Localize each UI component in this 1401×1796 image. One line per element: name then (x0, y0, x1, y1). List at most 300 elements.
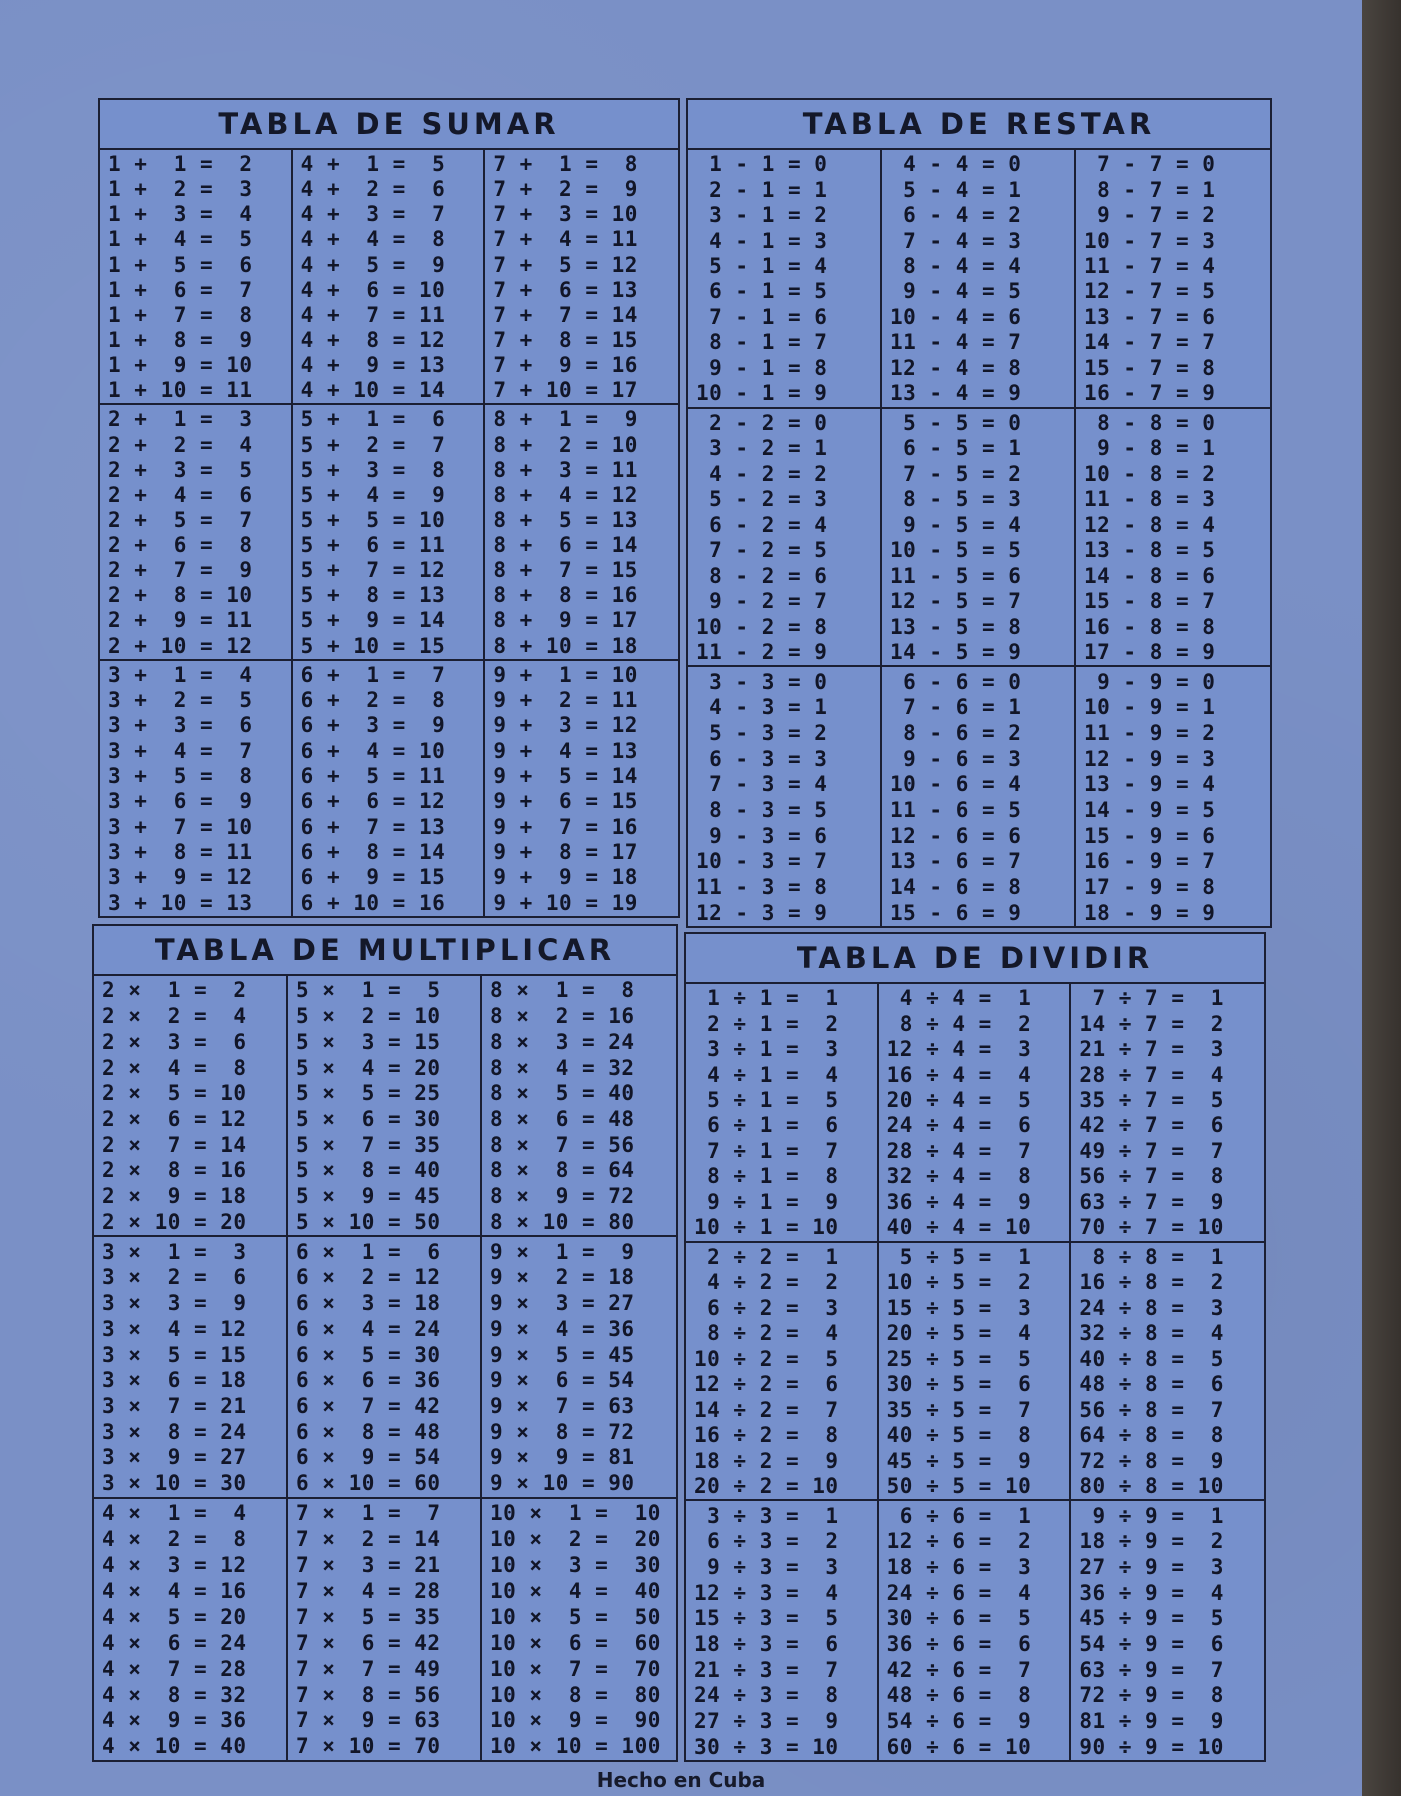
equation-row: 8 × 6 = 48 (490, 1106, 635, 1131)
equation-row: 4 × 7 = 28 (102, 1656, 247, 1681)
tabla-multiplicar-block (94, 976, 288, 1237)
equation-row: 12 - 3 = 9 (696, 900, 828, 925)
equation-row: 11 - 8 = 3 (1084, 487, 1216, 512)
equation-row: 6 - 3 = 3 (696, 746, 828, 771)
equation-row: 12 - 8 = 4 (1084, 512, 1216, 537)
tabla-restar-block (882, 409, 1076, 668)
equation-row: 12 ÷ 3 = 4 (694, 1580, 839, 1605)
equation-row: 10 × 8 = 80 (490, 1682, 661, 1707)
equation-row: 9 × 2 = 18 (490, 1265, 635, 1290)
equation-row: 17 - 9 = 8 (1084, 874, 1216, 899)
equation-row: 3 + 8 = 11 (108, 840, 253, 865)
equation-row: 6 - 2 = 4 (696, 512, 828, 537)
equation-row: 24 ÷ 8 = 3 (1079, 1295, 1224, 1320)
equation-row: 21 ÷ 3 = 7 (694, 1657, 839, 1682)
equation-row: 8 × 8 = 64 (490, 1158, 635, 1183)
equation-row: 7 × 6 = 42 (296, 1630, 441, 1655)
equation-row: 9 + 3 = 12 (493, 713, 638, 738)
equation-row: 2 - 2 = 0 (696, 410, 828, 435)
equation-row: 6 - 6 = 0 (890, 669, 1022, 694)
equation-row: 7 + 10 = 17 (493, 378, 638, 403)
equation-row: 5 × 5 = 25 (296, 1081, 441, 1106)
equation-row: 10 × 9 = 90 (490, 1708, 661, 1733)
equation-row: 10 - 8 = 2 (1084, 461, 1216, 486)
equation-row: 5 + 10 = 15 (300, 633, 446, 658)
tabla-multiplicar-block (94, 1237, 288, 1498)
equation-row: 3 × 10 = 30 (102, 1471, 247, 1496)
equation-row: 72 ÷ 8 = 9 (1079, 1448, 1224, 1473)
tabla-sumar-block (293, 661, 486, 916)
equation-row: 7 - 4 = 3 (890, 228, 1022, 253)
equation-row: 1 + 7 = 8 (108, 302, 253, 327)
equation-row: 9 ÷ 9 = 1 (1079, 1503, 1224, 1528)
tabla-multiplicar (92, 924, 678, 1762)
equation-row: 6 × 1 = 6 (296, 1239, 441, 1264)
equation-row: 7 × 5 = 35 (296, 1604, 441, 1629)
tabla-sumar-title: TABLA DE SUMAR (100, 100, 678, 150)
tabla-dividir-block (1071, 1243, 1264, 1502)
equation-row: 9 × 6 = 54 (490, 1368, 635, 1393)
equation-row: 24 ÷ 6 = 4 (886, 1580, 1032, 1605)
equation-row: 10 - 5 = 5 (890, 538, 1022, 563)
equation-row: 4 × 10 = 40 (102, 1734, 247, 1759)
equation-row: 8 + 2 = 10 (493, 432, 638, 457)
equation-row: 56 ÷ 7 = 8 (1079, 1164, 1224, 1189)
equation-row: 7 + 1 = 8 (493, 152, 638, 177)
equation-row: 7 + 9 = 16 (493, 353, 638, 378)
equation-row: 10 - 1 = 9 (696, 381, 828, 406)
equation-row: 8 × 1 = 8 (490, 978, 635, 1003)
equation-row: 4 + 1 = 5 (300, 152, 446, 177)
equation-row: 2 + 6 = 8 (108, 533, 253, 558)
equation-row: 7 + 7 = 14 (493, 302, 638, 327)
equation-row: 9 - 9 = 0 (1084, 669, 1216, 694)
equation-row: 9 - 2 = 7 (696, 589, 828, 614)
equation-row: 10 - 7 = 3 (1084, 228, 1216, 253)
equation-row: 5 + 8 = 13 (300, 583, 446, 608)
equation-row: 8 ÷ 1 = 8 (694, 1164, 839, 1189)
equation-row: 7 + 4 = 11 (493, 227, 638, 252)
equation-row: 1 ÷ 1 = 1 (694, 986, 839, 1011)
equation-row: 11 - 3 = 8 (696, 874, 828, 899)
equation-row: 3 + 3 = 6 (108, 713, 253, 738)
equation-row: 5 + 2 = 7 (300, 432, 446, 457)
equation-row: 14 - 7 = 7 (1084, 330, 1216, 355)
equation-row: 18 ÷ 6 = 3 (886, 1554, 1032, 1579)
equation-row: 9 × 8 = 72 (490, 1419, 635, 1444)
equation-row: 5 ÷ 1 = 5 (694, 1088, 839, 1113)
equation-row: 4 + 2 = 6 (300, 177, 446, 202)
equation-row: 3 × 9 = 27 (102, 1445, 247, 1470)
equation-row: 12 - 6 = 6 (890, 823, 1022, 848)
equation-row: 3 ÷ 3 = 1 (694, 1503, 839, 1528)
tabla-restar (686, 98, 1272, 928)
equation-row: 5 × 6 = 30 (296, 1106, 441, 1131)
equation-row: 24 ÷ 3 = 8 (694, 1683, 839, 1708)
equation-row: 15 - 7 = 8 (1084, 355, 1216, 380)
equation-row: 3 × 1 = 3 (102, 1239, 247, 1264)
equation-row: 63 ÷ 7 = 9 (1079, 1189, 1224, 1214)
equation-row: 5 + 9 = 14 (300, 608, 446, 633)
equation-row: 1 + 3 = 4 (108, 202, 253, 227)
equation-row: 7 - 2 = 5 (696, 538, 828, 563)
equation-row: 20 ÷ 2 = 10 (694, 1473, 839, 1498)
equation-row: 4 - 3 = 1 (696, 695, 828, 720)
tabla-restar-block (688, 409, 882, 668)
equation-row: 12 - 7 = 5 (1084, 279, 1216, 304)
equation-row: 40 ÷ 4 = 10 (886, 1215, 1032, 1240)
equation-row: 6 × 5 = 30 (296, 1342, 441, 1367)
tabla-dividir-block (686, 1243, 879, 1502)
equation-row: 9 + 8 = 17 (493, 840, 638, 865)
equation-row: 10 ÷ 5 = 2 (886, 1270, 1032, 1295)
equation-row: 10 × 2 = 20 (490, 1527, 661, 1552)
tabla-multiplicar-block (288, 1237, 482, 1498)
equation-row: 6 ÷ 1 = 6 (694, 1113, 839, 1138)
equation-row: 6 × 3 = 18 (296, 1291, 441, 1316)
equation-row: 7 - 3 = 4 (696, 772, 828, 797)
equation-row: 6 ÷ 6 = 1 (886, 1503, 1032, 1528)
equation-row: 12 - 9 = 3 (1084, 746, 1216, 771)
equation-row: 10 × 10 = 100 (490, 1734, 661, 1759)
equation-row: 7 × 9 = 63 (296, 1708, 441, 1733)
equation-row: 9 ÷ 1 = 9 (694, 1189, 839, 1214)
equation-row: 56 ÷ 8 = 7 (1079, 1397, 1224, 1422)
equation-row: 3 + 7 = 10 (108, 814, 253, 839)
equation-row: 9 × 3 = 27 (490, 1291, 635, 1316)
equation-row: 5 × 7 = 35 (296, 1132, 441, 1157)
equation-row: 6 × 4 = 24 (296, 1316, 441, 1341)
equation-row: 8 + 5 = 13 (493, 507, 638, 532)
equation-row: 4 + 9 = 13 (300, 353, 446, 378)
equation-row: 9 × 4 = 36 (490, 1316, 635, 1341)
equation-row: 9 - 8 = 1 (1084, 436, 1216, 461)
equation-row: 7 × 7 = 49 (296, 1656, 441, 1681)
equation-row: 17 - 8 = 9 (1084, 639, 1216, 664)
equation-row: 24 ÷ 4 = 6 (886, 1113, 1032, 1138)
equation-row: 10 ÷ 1 = 10 (694, 1215, 839, 1240)
tabla-sumar-block (293, 150, 486, 405)
equation-row: 2 × 1 = 2 (102, 978, 247, 1003)
equation-row: 6 + 4 = 10 (300, 738, 446, 763)
equation-row: 3 × 2 = 6 (102, 1265, 247, 1290)
equation-row: 9 × 10 = 90 (490, 1471, 635, 1496)
equation-row: 5 + 1 = 6 (300, 407, 446, 432)
equation-row: 7 × 3 = 21 (296, 1552, 441, 1577)
equation-row: 5 × 2 = 10 (296, 1004, 441, 1029)
equation-row: 1 + 2 = 3 (108, 177, 253, 202)
equation-row: 15 - 6 = 9 (890, 900, 1022, 925)
equation-row: 10 × 6 = 60 (490, 1630, 661, 1655)
equation-row: 4 + 10 = 14 (300, 378, 446, 403)
equation-row: 8 - 6 = 2 (890, 720, 1022, 745)
equation-row: 2 × 9 = 18 (102, 1184, 247, 1209)
equation-row: 6 + 6 = 12 (300, 789, 446, 814)
equation-row: 8 - 1 = 7 (696, 330, 828, 355)
equation-row: 36 ÷ 4 = 9 (886, 1189, 1032, 1214)
equation-row: 3 + 9 = 12 (108, 865, 253, 890)
tabla-sumar-block (485, 405, 678, 660)
equation-row: 2 × 2 = 4 (102, 1004, 247, 1029)
equation-row: 6 ÷ 2 = 3 (694, 1295, 839, 1320)
equation-row: 6 × 2 = 12 (296, 1265, 441, 1290)
equation-row: 4 × 3 = 12 (102, 1552, 247, 1577)
equation-row: 6 + 2 = 8 (300, 688, 446, 713)
equation-row: 3 × 5 = 15 (102, 1342, 247, 1367)
equation-row: 3 × 4 = 12 (102, 1316, 247, 1341)
equation-row: 30 ÷ 6 = 5 (886, 1606, 1032, 1631)
equation-row: 4 + 5 = 9 (300, 252, 446, 277)
equation-row: 4 - 1 = 3 (696, 228, 828, 253)
equation-row: 4 × 8 = 32 (102, 1682, 247, 1707)
equation-row: 6 + 10 = 16 (300, 890, 446, 915)
tabla-dividir-block (686, 984, 879, 1243)
equation-row: 2 × 8 = 16 (102, 1158, 247, 1183)
equation-row: 30 ÷ 3 = 10 (694, 1734, 839, 1759)
tabla-sumar-block (100, 150, 293, 405)
equation-row: 1 + 5 = 6 (108, 252, 253, 277)
equation-row: 54 ÷ 6 = 9 (886, 1708, 1032, 1733)
equation-row: 35 ÷ 7 = 5 (1079, 1088, 1224, 1113)
equation-row: 1 + 8 = 9 (108, 327, 253, 352)
equation-row: 2 + 2 = 4 (108, 432, 253, 457)
equation-row: 12 ÷ 6 = 2 (886, 1529, 1032, 1554)
equation-row: 5 + 6 = 11 (300, 533, 446, 558)
equation-row: 4 + 8 = 12 (300, 327, 446, 352)
equation-row: 15 - 9 = 6 (1084, 823, 1216, 848)
equation-row: 60 ÷ 6 = 10 (886, 1734, 1032, 1759)
tabla-dividir-block (879, 984, 1072, 1243)
equation-row: 8 - 2 = 6 (696, 563, 828, 588)
equation-row: 30 ÷ 5 = 6 (886, 1372, 1032, 1397)
equation-row: 1 + 4 = 5 (108, 227, 253, 252)
equation-row: 4 × 9 = 36 (102, 1708, 247, 1733)
equation-row: 7 ÷ 1 = 7 (694, 1138, 839, 1163)
equation-row: 14 - 5 = 9 (890, 639, 1022, 664)
equation-row: 2 + 4 = 6 (108, 482, 253, 507)
equation-row: 8 + 10 = 18 (493, 633, 638, 658)
equation-row: 8 × 3 = 24 (490, 1029, 635, 1054)
equation-row: 1 + 6 = 7 (108, 277, 253, 302)
equation-row: 9 + 1 = 10 (493, 662, 638, 687)
equation-row: 2 ÷ 2 = 1 (694, 1244, 839, 1269)
tabla-multiplicar-title: TABLA DE MULTIPLICAR (94, 926, 676, 976)
equation-row: 13 - 9 = 4 (1084, 772, 1216, 797)
equation-row: 7 × 1 = 7 (296, 1501, 441, 1526)
equation-row: 32 ÷ 4 = 8 (886, 1164, 1032, 1189)
equation-row: 7 + 8 = 15 (493, 327, 638, 352)
equation-row: 8 ÷ 4 = 2 (886, 1011, 1032, 1036)
equation-row: 11 - 4 = 7 (890, 330, 1022, 355)
equation-row: 12 ÷ 2 = 6 (694, 1372, 839, 1397)
equation-row: 28 ÷ 4 = 7 (886, 1138, 1032, 1163)
equation-row: 9 × 1 = 9 (490, 1239, 635, 1264)
equation-row: 5 - 2 = 3 (696, 487, 828, 512)
equation-row: 4 × 5 = 20 (102, 1604, 247, 1629)
equation-row: 2 × 5 = 10 (102, 1081, 247, 1106)
equation-row: 28 ÷ 7 = 4 (1079, 1062, 1224, 1087)
equation-row: 9 + 10 = 19 (493, 890, 638, 915)
equation-row: 4 × 4 = 16 (102, 1578, 247, 1603)
equation-row: 5 ÷ 5 = 1 (886, 1244, 1032, 1269)
tabla-sumar-block (100, 661, 293, 916)
equation-row: 3 × 7 = 21 (102, 1394, 247, 1418)
equation-row: 42 ÷ 7 = 6 (1079, 1113, 1224, 1138)
tabla-dividir-block (879, 1501, 1072, 1760)
equation-row: 10 - 9 = 1 (1084, 695, 1216, 720)
tabla-restar-block (1076, 667, 1270, 926)
tabla-sumar-block (485, 661, 678, 916)
tabla-multiplicar-block (482, 1237, 676, 1498)
tabla-dividir-block (686, 1501, 879, 1760)
equation-row: 9 × 5 = 45 (490, 1342, 635, 1367)
equation-row: 2 + 7 = 9 (108, 558, 253, 583)
equation-row: 70 ÷ 7 = 10 (1079, 1215, 1224, 1240)
tabla-dividir-block (1071, 984, 1264, 1243)
equation-row: 15 ÷ 3 = 5 (694, 1606, 839, 1631)
equation-row: 8 - 5 = 3 (890, 487, 1022, 512)
equation-row: 6 × 9 = 54 (296, 1445, 441, 1470)
equation-row: 3 + 5 = 8 (108, 764, 253, 789)
footer-made-in: Hecho en Cuba (596, 1768, 766, 1792)
equation-row: 50 ÷ 5 = 10 (886, 1473, 1032, 1498)
equation-row: 5 + 5 = 10 (300, 507, 446, 532)
equation-row: 7 × 10 = 70 (296, 1734, 441, 1759)
equation-row: 3 × 6 = 18 (102, 1368, 247, 1393)
equation-row: 9 - 5 = 4 (890, 512, 1022, 537)
equation-row: 8 × 5 = 40 (490, 1081, 635, 1106)
equation-row: 6 ÷ 3 = 2 (694, 1529, 839, 1554)
equation-row: 3 - 1 = 2 (696, 203, 828, 228)
equation-row: 4 + 6 = 10 (300, 277, 446, 302)
equation-row: 14 ÷ 7 = 2 (1079, 1011, 1224, 1036)
tabla-dividir (684, 932, 1266, 1762)
equation-row: 8 × 4 = 32 (490, 1055, 635, 1080)
equation-row: 14 - 9 = 5 (1084, 797, 1216, 822)
equation-row: 9 - 1 = 8 (696, 355, 828, 380)
equation-row: 6 + 3 = 9 (300, 713, 446, 738)
tabla-restar-block (882, 150, 1076, 409)
equation-row: 11 - 6 = 5 (890, 797, 1022, 822)
equation-row: 9 - 7 = 2 (1084, 203, 1216, 228)
equation-row: 7 - 7 = 0 (1084, 152, 1216, 177)
tabla-multiplicar-block (288, 976, 482, 1237)
equation-row: 72 ÷ 9 = 8 (1079, 1683, 1224, 1708)
equation-row: 13 - 4 = 9 (890, 381, 1022, 406)
equation-row: 48 ÷ 6 = 8 (886, 1683, 1032, 1708)
equation-row: 15 ÷ 5 = 3 (886, 1295, 1032, 1320)
equation-row: 10 × 7 = 70 (490, 1656, 661, 1681)
equation-row: 1 + 10 = 11 (108, 378, 253, 403)
equation-row: 7 - 1 = 6 (696, 304, 828, 329)
equation-row: 2 + 5 = 7 (108, 507, 253, 532)
equation-row: 5 - 4 = 1 (890, 177, 1022, 202)
equation-row: 8 - 7 = 1 (1084, 177, 1216, 202)
equation-row: 3 + 6 = 9 (108, 789, 253, 814)
binding-edge (1362, 0, 1401, 1796)
equation-row: 49 ÷ 7 = 7 (1079, 1138, 1224, 1163)
equation-row: 16 ÷ 2 = 8 (694, 1423, 839, 1448)
equation-row: 7 - 5 = 2 (890, 461, 1022, 486)
equation-row: 90 ÷ 9 = 10 (1079, 1734, 1224, 1759)
equation-row: 6 - 4 = 2 (890, 203, 1022, 228)
equation-row: 4 × 2 = 8 (102, 1527, 247, 1552)
equation-row: 2 × 6 = 12 (102, 1106, 247, 1131)
equation-row: 7 + 3 = 10 (493, 202, 638, 227)
equation-row: 16 - 8 = 8 (1084, 614, 1216, 639)
equation-row: 3 ÷ 1 = 3 (694, 1037, 839, 1062)
tabla-multiplicar-block (482, 1499, 676, 1760)
equation-row: 10 × 5 = 50 (490, 1604, 661, 1629)
equation-row: 7 + 2 = 9 (493, 177, 638, 202)
equation-row: 9 + 4 = 13 (493, 738, 638, 763)
equation-row: 8 × 2 = 16 (490, 1004, 635, 1029)
equation-row: 3 + 4 = 7 (108, 738, 253, 763)
equation-row: 27 ÷ 3 = 9 (694, 1708, 839, 1733)
tabla-restar-block (1076, 409, 1270, 668)
equation-row: 13 - 6 = 7 (890, 849, 1022, 874)
equation-row: 13 - 8 = 5 (1084, 538, 1216, 563)
tabla-multiplicar-block (288, 1499, 482, 1760)
equation-row: 8 × 9 = 72 (490, 1184, 635, 1209)
equation-row: 20 ÷ 4 = 5 (886, 1088, 1032, 1113)
equation-row: 18 ÷ 9 = 2 (1079, 1529, 1224, 1554)
equation-row: 2 + 3 = 5 (108, 457, 253, 482)
equation-row: 5 - 3 = 2 (696, 720, 828, 745)
equation-row: 2 × 7 = 14 (102, 1132, 247, 1157)
equation-row: 14 ÷ 2 = 7 (694, 1397, 839, 1422)
equation-row: 10 - 2 = 8 (696, 614, 828, 639)
equation-row: 7 × 4 = 28 (296, 1578, 441, 1603)
tabla-restar-block (688, 150, 882, 409)
equation-row: 6 × 8 = 48 (296, 1419, 441, 1444)
equation-row: 2 × 3 = 6 (102, 1029, 247, 1054)
equation-row: 5 × 3 = 15 (296, 1029, 441, 1054)
equation-row: 10 × 4 = 40 (490, 1578, 661, 1603)
equation-row: 4 ÷ 2 = 2 (694, 1270, 839, 1295)
equation-row: 4 + 4 = 8 (300, 227, 446, 252)
tabla-dividir-block (879, 1243, 1072, 1502)
equation-row: 7 ÷ 7 = 1 (1079, 986, 1224, 1011)
equation-row: 18 ÷ 2 = 9 (694, 1448, 839, 1473)
equation-row: 5 × 4 = 20 (296, 1055, 441, 1080)
equation-row: 3 × 3 = 9 (102, 1291, 247, 1316)
equation-row: 54 ÷ 9 = 6 (1079, 1631, 1224, 1656)
equation-row: 80 ÷ 8 = 10 (1079, 1473, 1224, 1498)
equation-row: 40 ÷ 5 = 8 (886, 1423, 1032, 1448)
tabla-dividir-title: TABLA DE DIVIDIR (686, 934, 1264, 984)
equation-row: 8 - 4 = 4 (890, 254, 1022, 279)
equation-row: 14 - 8 = 6 (1084, 563, 1216, 588)
equation-row: 10 - 6 = 4 (890, 772, 1022, 797)
equation-row: 5 + 3 = 8 (300, 457, 446, 482)
equation-row: 1 - 1 = 0 (696, 152, 828, 177)
equation-row: 4 × 1 = 4 (102, 1501, 247, 1526)
equation-row: 2 × 4 = 8 (102, 1055, 247, 1080)
equation-row: 35 ÷ 5 = 7 (886, 1397, 1032, 1422)
equation-row: 3 - 3 = 0 (696, 669, 828, 694)
equation-row: 9 - 6 = 3 (890, 746, 1022, 771)
equation-row: 8 + 3 = 11 (493, 457, 638, 482)
equation-row: 7 - 6 = 1 (890, 695, 1022, 720)
equation-row: 8 + 6 = 14 (493, 533, 638, 558)
equation-row: 8 ÷ 8 = 1 (1079, 1244, 1224, 1269)
equation-row: 2 + 8 = 10 (108, 583, 253, 608)
equation-row: 9 + 9 = 18 (493, 865, 638, 890)
equation-row: 4 ÷ 1 = 4 (694, 1062, 839, 1087)
equation-row: 6 - 1 = 5 (696, 279, 828, 304)
tabla-sumar-block (100, 405, 293, 660)
